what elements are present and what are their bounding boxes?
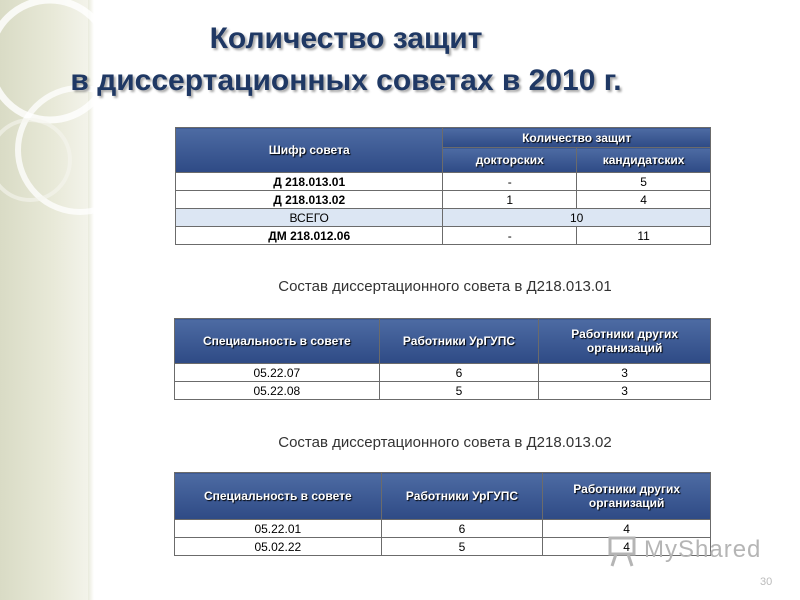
cell-urgups: 5 xyxy=(381,538,543,556)
watermark-text: MyShared xyxy=(644,536,762,563)
total-row xyxy=(176,209,711,227)
cell-urgups: 5 xyxy=(379,382,539,400)
cell-other: 3 xyxy=(539,382,711,400)
header-specialty: Специальность в совете xyxy=(175,319,380,364)
presentation-board-icon xyxy=(606,534,640,568)
cell-code: Д 218.013.01 xyxy=(176,173,443,191)
cell-doctoral: 1 xyxy=(443,191,577,209)
table-row xyxy=(176,191,711,209)
cell-candidate: 11 xyxy=(577,227,711,245)
header-defenses-count: Количество защит xyxy=(443,128,711,148)
cell-total-label: ВСЕГО xyxy=(176,209,443,227)
table3-caption: Состав диссертационного совета в Д218.013.02 xyxy=(278,434,612,451)
cell-total-value: 10 xyxy=(443,209,711,227)
table-row xyxy=(176,173,711,191)
header-urgups: Работники УрГУПС xyxy=(379,319,539,364)
cell-candidate: 4 xyxy=(577,191,711,209)
header-other-orgs: Работники других организаций xyxy=(539,319,711,364)
header-urgups: Работники УрГУПС xyxy=(381,473,543,520)
cell-doctoral: - xyxy=(443,227,577,245)
table-row xyxy=(176,227,711,245)
cell-other: 3 xyxy=(539,364,711,382)
defenses-table xyxy=(175,127,711,245)
header-other-orgs: Работники других организаций xyxy=(543,473,711,520)
cell-candidate: 5 xyxy=(577,173,711,191)
council-composition-table-1 xyxy=(174,318,711,400)
cell-specialty: 05.22.08 xyxy=(175,382,380,400)
table-row xyxy=(175,382,711,400)
slide-title-line1: Количество защит xyxy=(209,22,483,55)
page-number: 30 xyxy=(760,576,773,588)
header-candidate: кандидатских xyxy=(577,148,711,173)
cell-code: Д 218.013.02 xyxy=(176,191,443,209)
cell-doctoral: - xyxy=(443,173,577,191)
header-doctoral: докторских xyxy=(443,148,577,173)
watermark-logo xyxy=(606,534,766,568)
cell-specialty: 05.22.07 xyxy=(175,364,380,382)
cell-specialty: 05.02.22 xyxy=(175,538,382,556)
cell-code: ДМ 218.012.06 xyxy=(176,227,443,245)
cell-specialty: 05.22.01 xyxy=(175,520,382,538)
cell-other: 4 xyxy=(543,538,711,556)
table-row xyxy=(175,364,711,382)
cell-other: 4 xyxy=(543,520,711,538)
header-council-code: Шифр совета xyxy=(176,128,443,173)
cell-urgups: 6 xyxy=(381,520,543,538)
table2-caption: Состав диссертационного совета в Д218.013.01 xyxy=(278,278,612,295)
slide-title-line2: в диссертационных советах в 2010 г. xyxy=(70,64,622,97)
cell-urgups: 6 xyxy=(379,364,539,382)
header-specialty: Специальность в совете xyxy=(175,473,382,520)
